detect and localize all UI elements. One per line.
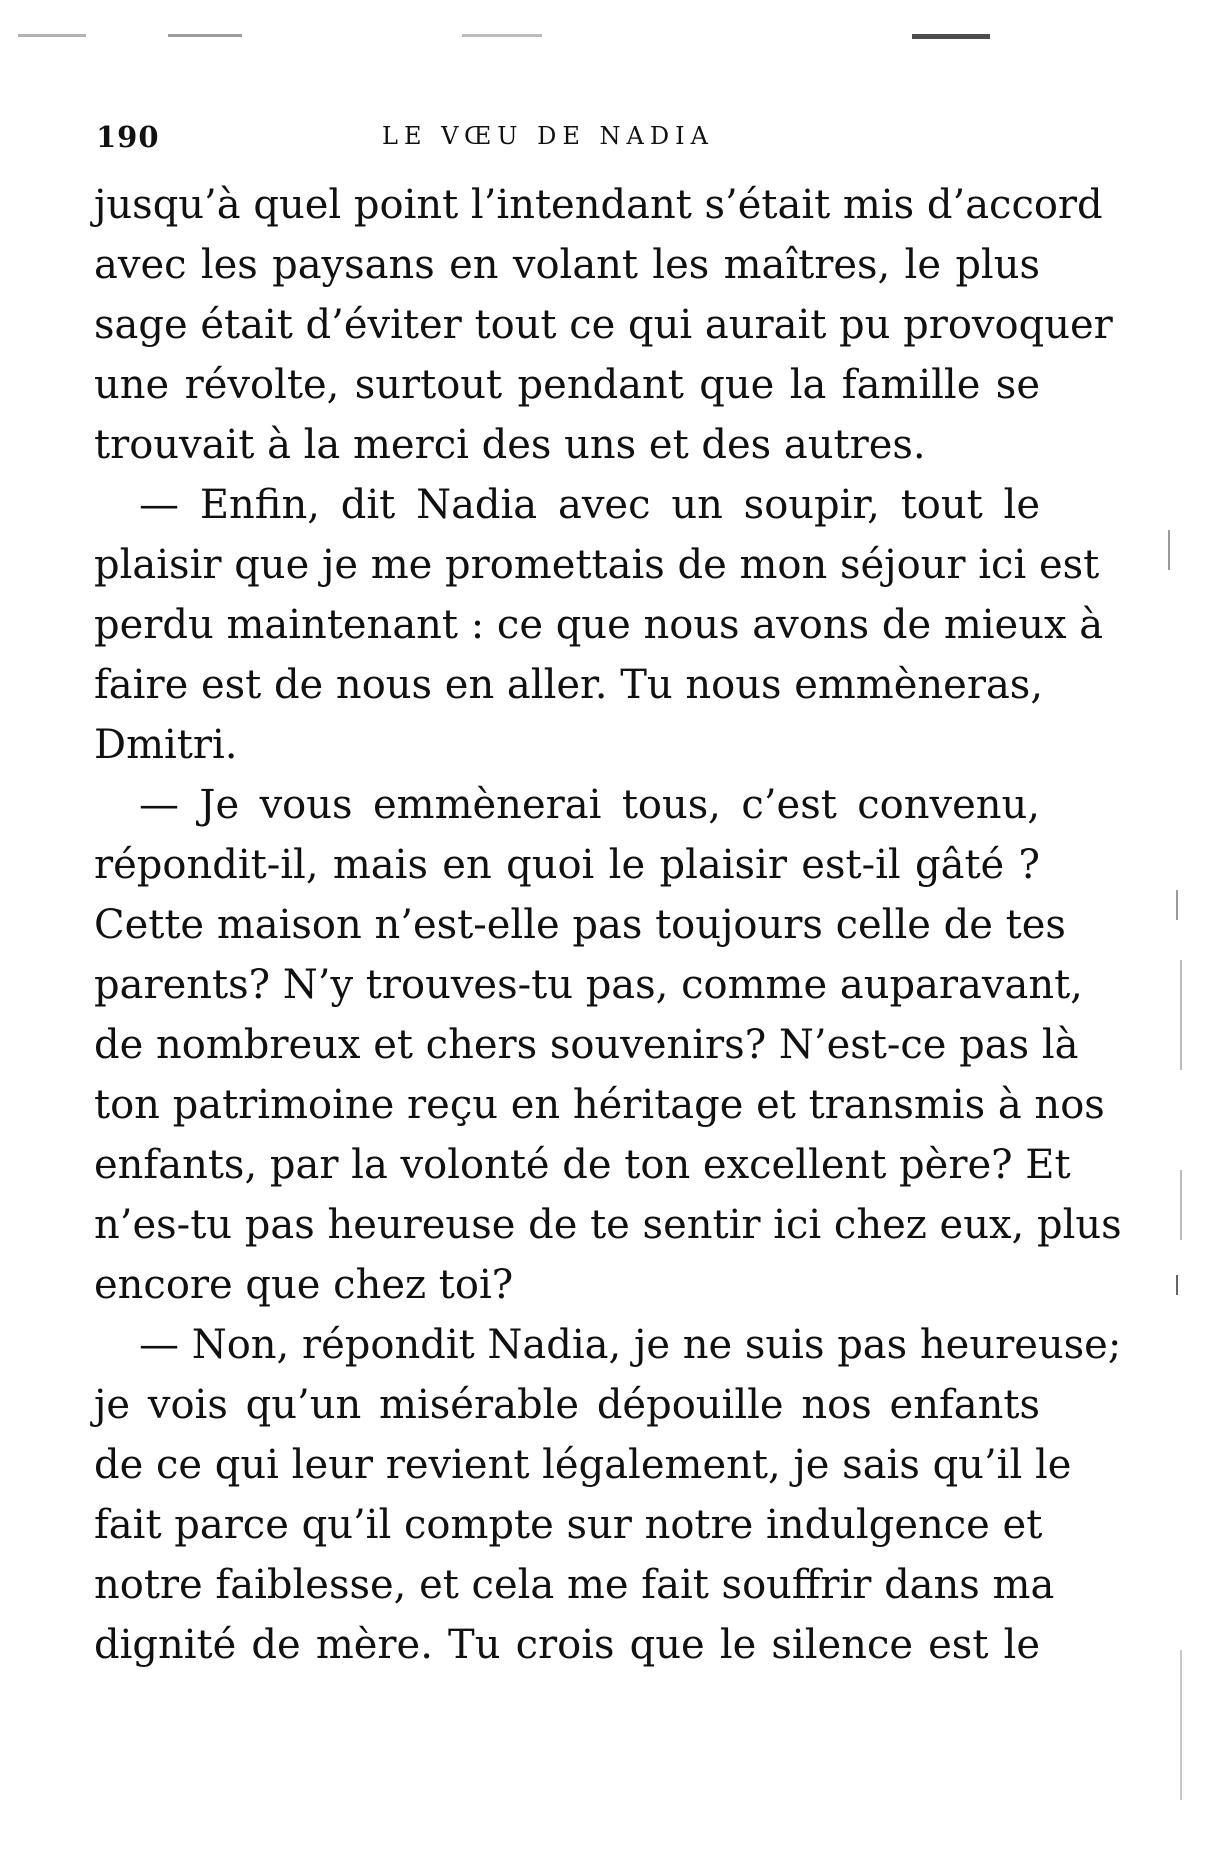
text-line: n’es-tu pas heureuse de te sentir ici chez eux, plus xyxy=(94,1202,1122,1248)
text-line: Cette maison n’est-elle pas toujours celle de tes xyxy=(94,902,1066,948)
scan-edge-mark xyxy=(1176,890,1178,920)
scan-edge-mark xyxy=(1180,1170,1182,1240)
text-line: fait parce qu’il compte sur notre indulgence et xyxy=(94,1502,1043,1548)
page-header xyxy=(96,120,1042,160)
scan-mark xyxy=(168,34,242,37)
text-line: — Enfin, dit Nadia avec un soupir, tout le xyxy=(139,482,1040,528)
text-line: trouvait à la merci des uns et des autres. xyxy=(94,422,926,468)
text-line: ton patrimoine reçu en héritage et transmis à nos xyxy=(94,1082,1105,1128)
text-line: avec les paysans en volant les maîtres, le plus xyxy=(94,242,1040,288)
running-title: LE VŒU DE NADIA xyxy=(382,122,714,150)
text-line: Dmitri. xyxy=(94,722,238,768)
text-line: perdu maintenant : ce que nous avons de mieux à xyxy=(94,602,1104,648)
text-line: dignité de mère. Tu crois que le silence est le xyxy=(94,1622,1040,1668)
scan-edge-mark xyxy=(1168,530,1170,570)
text-line: faire est de nous en aller. Tu nous emmèneras, xyxy=(94,662,1044,708)
text-line: — Non, répondit Nadia, je ne suis pas heureuse; xyxy=(139,1322,1122,1368)
body-text xyxy=(94,175,1122,1675)
text-line: répondit-il, mais en quoi le plaisir est-il gâté ? xyxy=(94,842,1040,888)
text-line: notre faiblesse, et cela me fait souffrir dans ma xyxy=(94,1562,1055,1608)
text-line: de nombreux et chers souvenirs? N’est-ce pas là xyxy=(94,1022,1079,1068)
text-line: enfants, par la volonté de ton excellent père? Et xyxy=(94,1142,1071,1188)
text-line: jusqu’à quel point l’intendant s’était mis d’accord xyxy=(94,182,1103,228)
scan-mark xyxy=(462,34,542,37)
text-line: une révolte, surtout pendant que la famille se xyxy=(94,362,1040,408)
text-line: plaisir que je me promettais de mon séjour ici est xyxy=(94,542,1100,588)
text-line: je vois qu’un misérable dépouille nos enfants xyxy=(94,1382,1040,1428)
text-line: sage était d’éviter tout ce qui aurait pu provoquer xyxy=(94,302,1113,348)
text-line: encore que chez toi? xyxy=(94,1262,514,1308)
page-number: 190 xyxy=(96,120,160,154)
text-line: — Je vous emmènerai tous, c’est convenu, xyxy=(139,782,1040,828)
scan-edge-mark xyxy=(1180,1650,1182,1800)
text-line: de ce qui leur revient légalement, je sais qu’il le xyxy=(94,1442,1072,1488)
scan-mark xyxy=(18,34,86,37)
scan-edge-mark xyxy=(1176,1275,1178,1295)
text-line: parents? N’y trouves-tu pas, comme auparavant, xyxy=(94,962,1083,1008)
scan-mark xyxy=(912,34,990,39)
scan-edge-mark xyxy=(1180,960,1182,1070)
